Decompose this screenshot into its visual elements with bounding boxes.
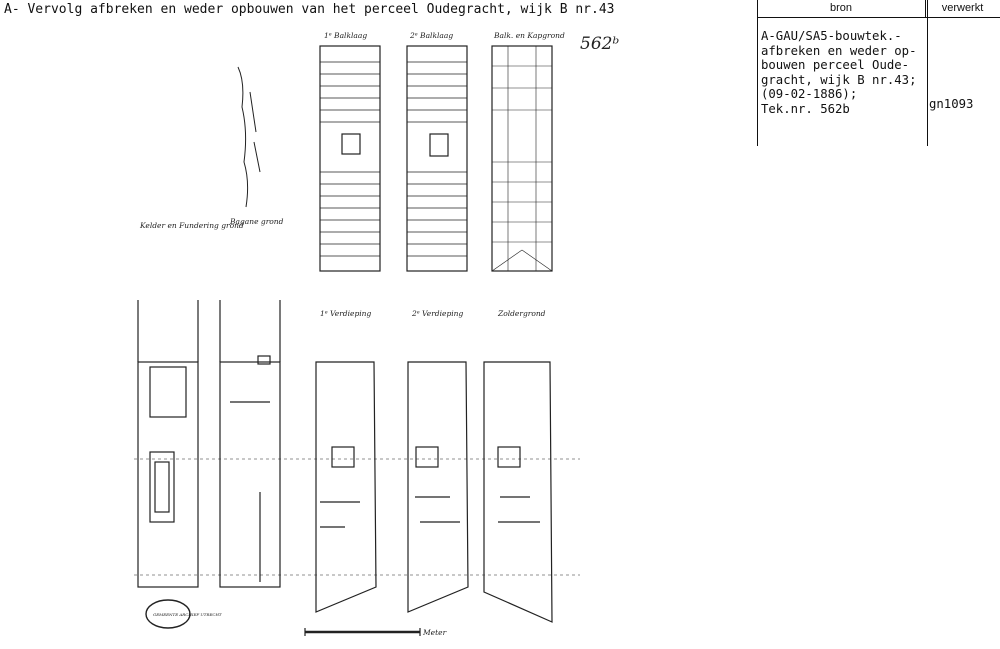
metadata-table xyxy=(757,0,1000,146)
plan-zoldergrond xyxy=(484,362,552,622)
plan-2e-verdieping xyxy=(408,362,468,612)
plan-1e-verdieping xyxy=(316,362,376,612)
architectural-drawing xyxy=(120,22,750,647)
header-verwerkt: verwerkt xyxy=(941,2,984,14)
header-bron: bron xyxy=(757,0,926,17)
floor-label: Bagane grond xyxy=(230,217,284,226)
verwerkt-cell: gn1093 xyxy=(929,97,974,111)
floor-label: Kelder en Fundering grond xyxy=(140,221,244,230)
floor-label: 2ᵉ Verdieping xyxy=(412,309,464,318)
table-header xyxy=(757,0,1000,18)
table-divider xyxy=(927,0,928,146)
plan-1e-balklaag xyxy=(320,46,380,271)
floor-label: Balk. en Kapgrond xyxy=(494,31,565,40)
floor-label: 1ᵉ Verdieping xyxy=(320,309,372,318)
plan-balk-en-kapgrond xyxy=(492,46,552,271)
plan-kelder-fundering xyxy=(138,300,198,587)
floor-label: 1ᵉ Balklaag xyxy=(324,31,368,40)
plan-bagane-grond xyxy=(220,300,280,587)
table-border xyxy=(757,0,758,146)
stamp-text: GEMEENTE ARCHIEF UTRECHT xyxy=(153,612,222,617)
bron-cell: A-GAU/SA5-bouwtek.- afbreken en weder op- bouwen perceel Oude- gracht, wijk B nr.43; (09-02-1886); Tek.nr. 562b xyxy=(761,29,917,116)
page-title: A- Vervolg afbreken en weder opbouwen van het perceel Oudegracht, wijk B nr.43 xyxy=(4,2,615,17)
scale-bar xyxy=(305,628,420,636)
floor-label: 2ᵉ Balklaag xyxy=(410,31,454,40)
scale-label: Meter xyxy=(423,628,447,637)
floor-label: Zoldergrond xyxy=(498,309,546,318)
sheet-number: 562ᵇ xyxy=(580,34,620,54)
plan-2e-balklaag xyxy=(407,46,467,271)
left-elevation-sketch xyxy=(238,67,260,207)
